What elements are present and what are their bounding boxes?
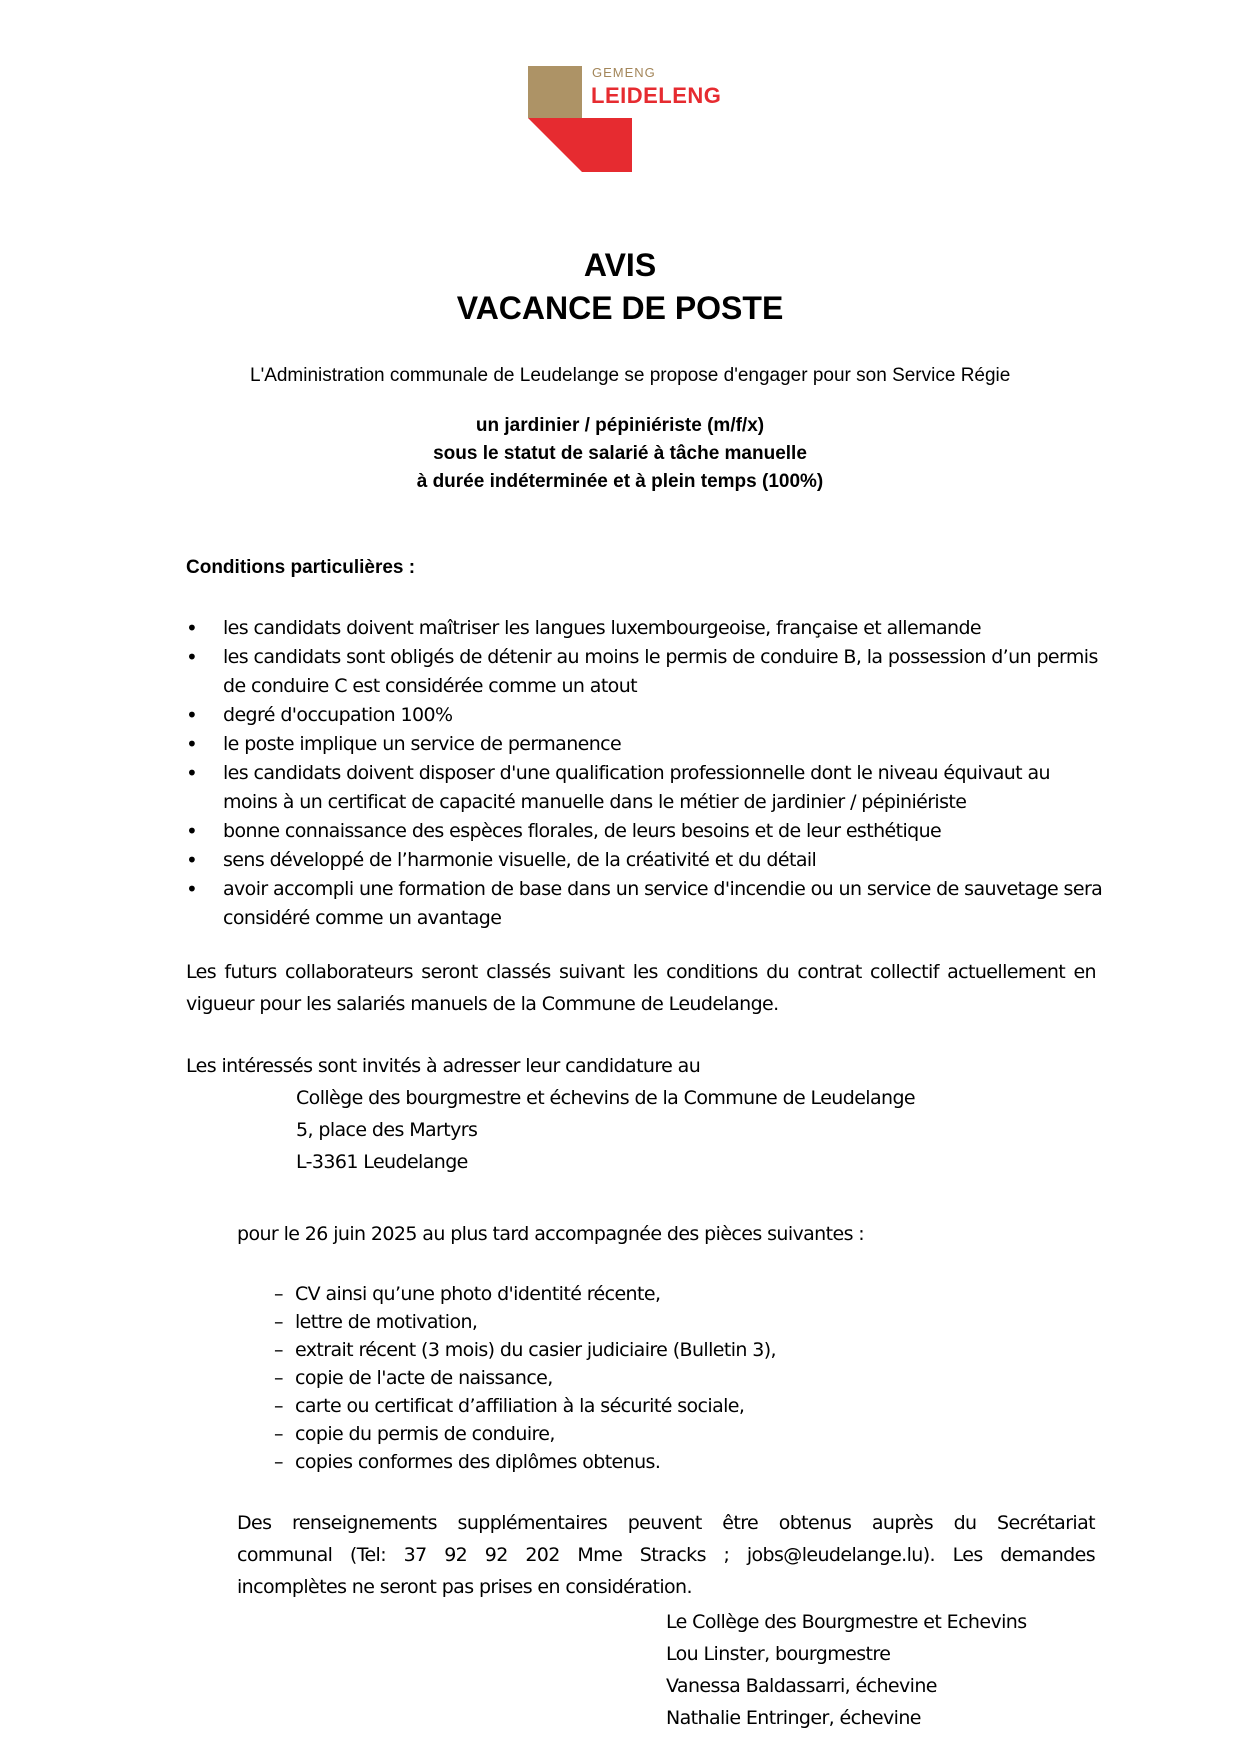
conditions-heading: Conditions particulières :	[186, 557, 416, 578]
document-item: – lettre de motivation,	[274, 1308, 776, 1336]
document-item: – copie du permis de conduire,	[274, 1420, 776, 1448]
dash-icon: –	[274, 1423, 283, 1445]
bullet-icon: •	[186, 703, 198, 727]
bullet-icon: •	[186, 616, 198, 640]
bullet-icon: •	[186, 877, 198, 901]
signature-block	[666, 1606, 1027, 1734]
signature-alderman-1: Vanessa Baldassarri, échevine	[666, 1675, 937, 1697]
condition-item: • les candidats sont obligés de détenir au moins le permis de conduire B, la possession d’un permis de conduire C est considérée comme un atout	[186, 645, 1098, 697]
bullet-icon: •	[186, 848, 198, 872]
dash-icon: –	[274, 1451, 283, 1473]
dash-icon: –	[274, 1367, 283, 1389]
logo-text-leideleng: LEIDELENG	[591, 83, 722, 108]
dash-icon: –	[274, 1395, 283, 1417]
dash-icon: –	[274, 1283, 283, 1305]
info-line-2: communal (Tel: 37 92 92 202 Mme Stracks ; jobs@leudelange.lu). Les demandes	[237, 1544, 1095, 1566]
bullet-icon: •	[186, 761, 198, 785]
dash-icon: –	[274, 1311, 283, 1333]
bullet-icon: •	[186, 819, 198, 843]
condition-item: • bonne connaissance des espèces florales, de leurs besoins et de leur esthétique	[186, 817, 1106, 846]
logo-text-gemeng: GEMENG	[592, 65, 656, 80]
condition-item: • degré d'occupation 100%	[186, 701, 1106, 730]
address-line-1: Collège des bourgmestre et échevins de la Commune de Leudelange	[296, 1087, 916, 1109]
conditions-list	[186, 614, 1106, 933]
bullet-icon: •	[186, 645, 198, 669]
condition-item: • les candidats doivent maîtriser les langues luxembourgeoise, française et allemande	[186, 614, 1106, 643]
post-duration: à durée indéterminée et à plein temps (100%)	[416, 471, 824, 492]
logo-red-shape	[528, 118, 632, 172]
deadline-text: pour le 26 juin 2025 au plus tard accompagnée des pièces suivantes :	[237, 1223, 865, 1245]
info-paragraph	[237, 1507, 1095, 1603]
signature-college: Le Collège des Bourgmestre et Echevins	[666, 1611, 1027, 1633]
signature-mayor: Lou Linster, bourgmestre	[666, 1643, 891, 1665]
condition-item: • le poste implique un service de permanence	[186, 730, 1106, 759]
documents-list	[274, 1280, 776, 1476]
document-item: – copies conformes des diplômes obtenus.	[274, 1448, 776, 1476]
dash-icon: –	[274, 1339, 283, 1361]
document-item: – carte ou certificat d’affiliation à la sécurité sociale,	[274, 1392, 776, 1420]
condition-item: • sens développé de l’harmonie visuelle, de la créativité et du détail	[186, 846, 1106, 875]
post-title: un jardinier / pépiniériste (m/f/x)	[475, 415, 765, 436]
municipality-logo	[528, 66, 728, 172]
classification-paragraph: Les futurs collaborateurs seront classés suivant les conditions du contrat collectif actuellement en vigueur pour les salariés manuels de la Commune de Leudelange.	[186, 961, 1096, 1015]
logo-gold-square	[528, 66, 582, 118]
intro-text: L'Administration communale de Leudelange se propose d'engager pour son Service Régie	[250, 365, 1011, 386]
address-line-3: L-3361 Leudelange	[296, 1151, 468, 1173]
address-line-2: 5, place des Martyrs	[296, 1119, 478, 1141]
document-item: – copie de l'acte de naissance,	[274, 1364, 776, 1392]
condition-item: • avoir accompli une formation de base dans un service d'incendie ou un service de sauvetage sera considéré comme un avantage	[186, 877, 1103, 929]
notice-subtitle: VACANCE DE POSTE	[456, 290, 784, 326]
document-item: – CV ainsi qu’une photo d'identité récente,	[274, 1280, 776, 1308]
post-status: sous le statut de salarié à tâche manuelle	[433, 443, 807, 464]
signature-alderman-2: Nathalie Entringer, échevine	[666, 1707, 921, 1729]
document-item: – extrait récent (3 mois) du casier judiciaire (Bulletin 3),	[274, 1336, 776, 1364]
bullet-icon: •	[186, 732, 198, 756]
info-line-1: Des renseignements supplémentaires peuvent être obtenus auprès du Secrétariat	[237, 1512, 1095, 1534]
info-line-3: incomplètes ne seront pas prises en considération.	[237, 1576, 692, 1598]
condition-item: • les candidats doivent disposer d'une qualification professionnelle dont le niveau équivaut au moins à un certificat de capacité manuelle dans le métier de jardinier / pépiniériste	[186, 761, 1050, 813]
application-intro: Les intéressés sont invités à adresser leur candidature au	[186, 1055, 701, 1077]
notice-title: AVIS	[583, 247, 657, 283]
